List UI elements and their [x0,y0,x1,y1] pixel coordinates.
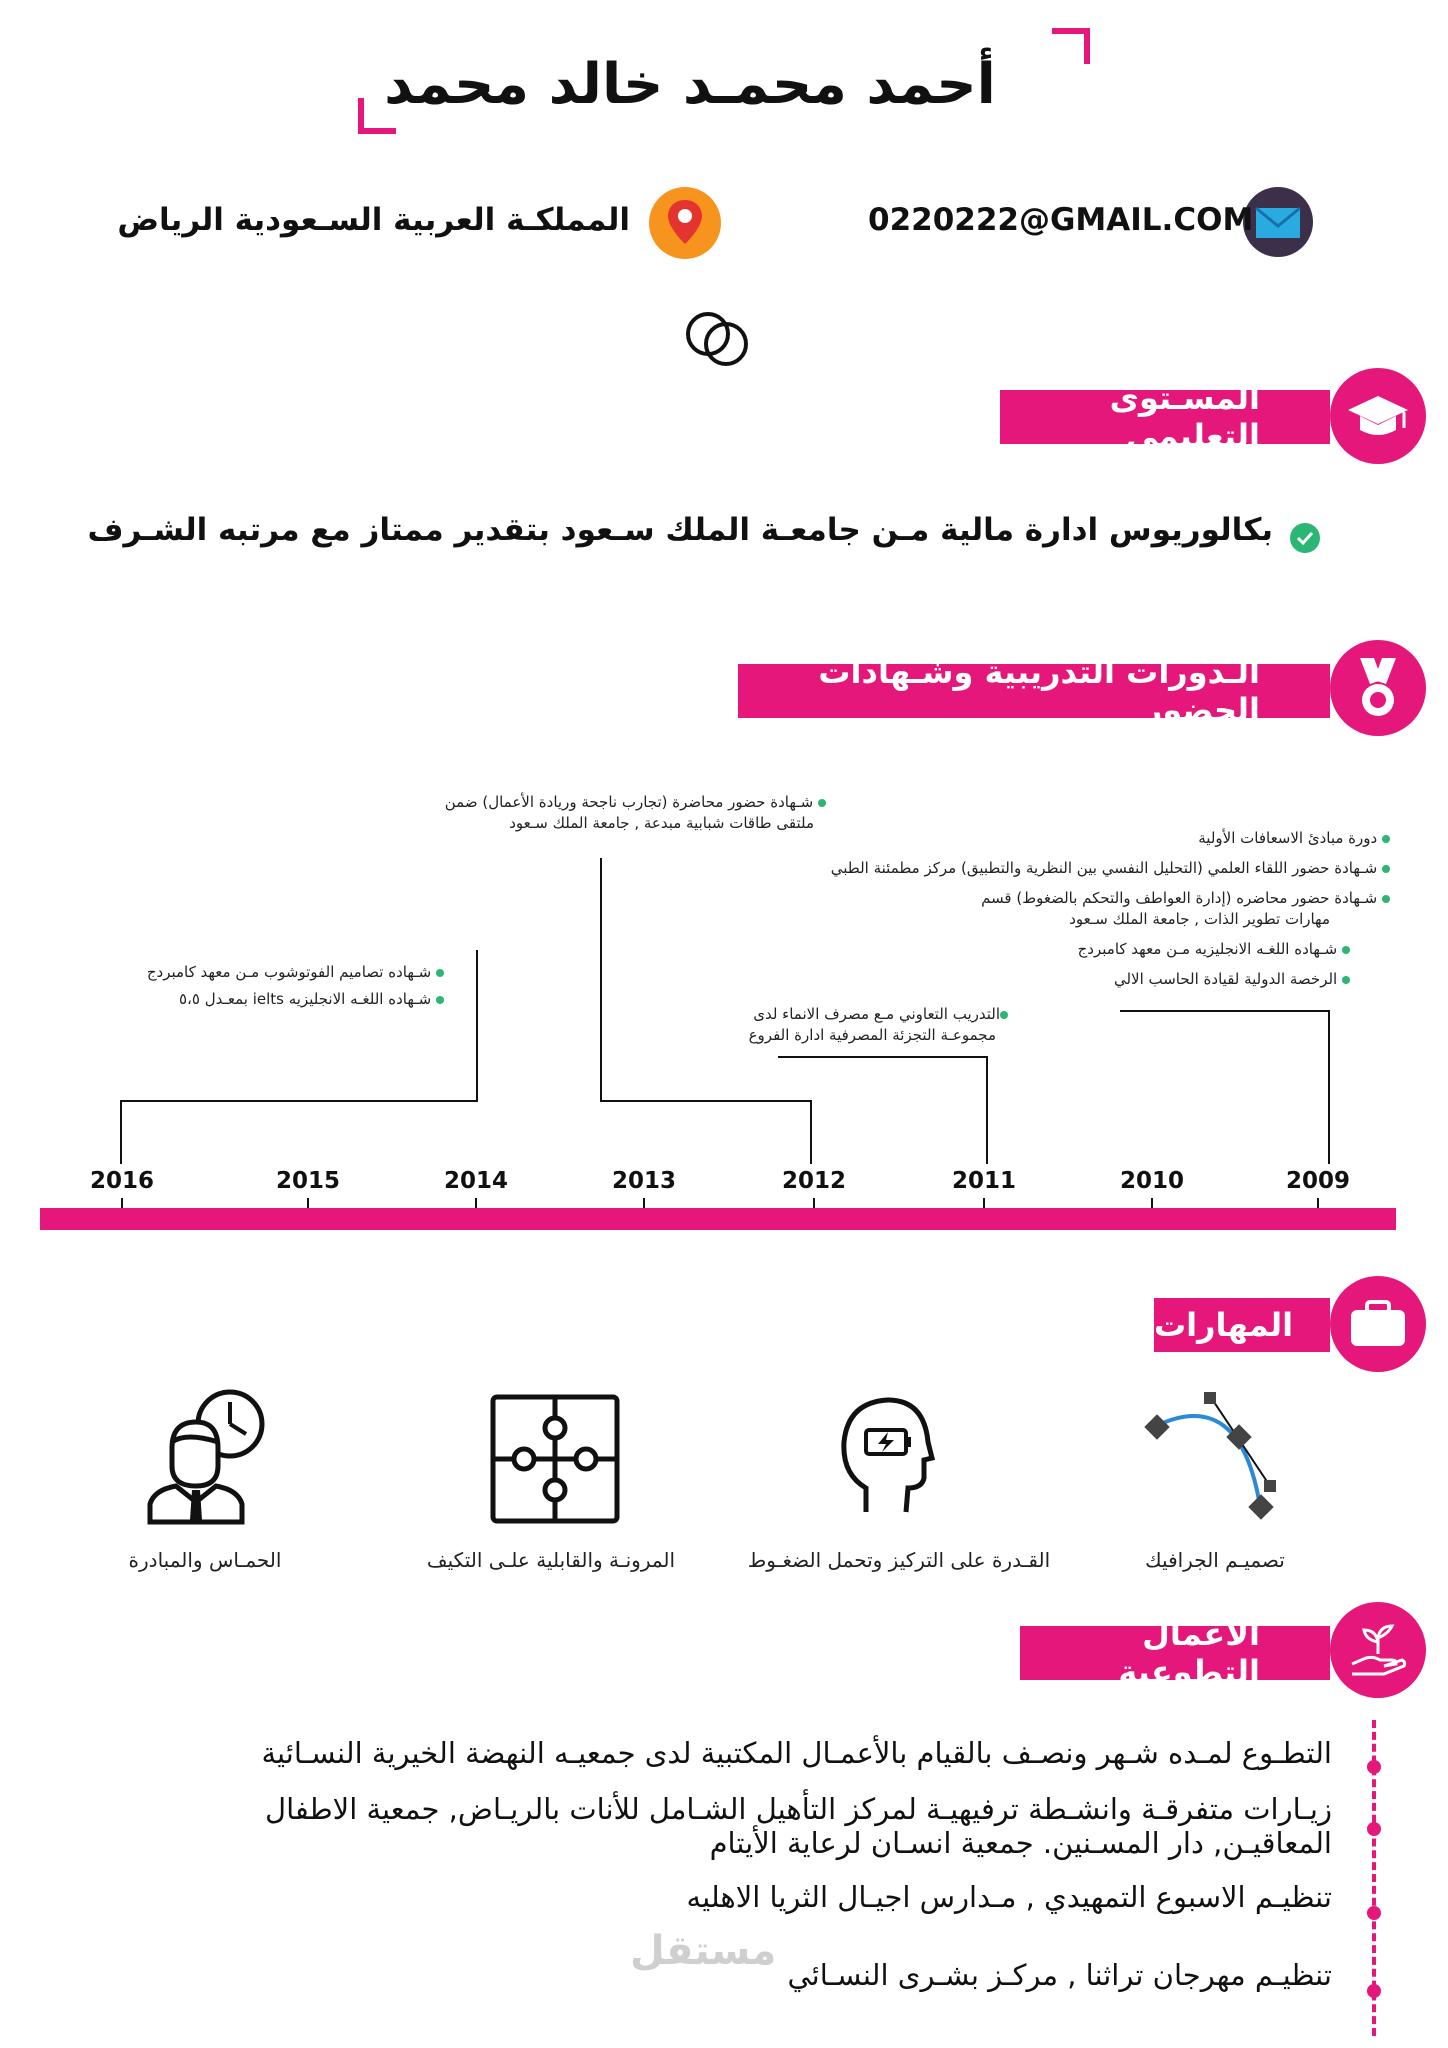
section-badge-courses [1330,640,1426,736]
candidate-name: أحمد محمـد خالد محمد [384,52,996,117]
section-banner-volunteer [1020,1615,1330,1691]
list-item: ملتقى طاقات شبابية مبدعة , جامعة الملك سـعود [509,814,814,832]
timeline-2014-entries [147,962,444,1010]
connector-2011 [986,1056,988,1164]
bullet-dot [436,969,444,977]
timeline-bar [40,1208,1396,1230]
connector-2014 [476,950,478,1102]
connector-2012 [600,858,602,1102]
bullet-dot [436,996,444,1004]
volunteer-item: تنظيـم مهرجان تراثنا , مركـز بشـرى النسـائي [787,1958,1332,1992]
connector-2011 [778,1056,988,1058]
list-item: التدريب التعاوني مـع مصرف الانماء لدى [749,1004,1008,1025]
list-item: شـهادة حضور محاضره (إدارة العواطف والتحكم بالضغوط) قسم [831,888,1390,909]
volunteer-item: تنظيـم الاسبوع التمهيدي , مـدارس اجيـال الثريا الاهليه [686,1880,1332,1914]
brain-energy-icon [836,1392,936,1524]
timeline-2012-entries [445,792,826,834]
list-item: شـهاده اللغـه الانجليزيه ielts بمعـدل ٥،٥ [147,989,444,1010]
timeline-2011-entries [749,1004,1008,1046]
location-pin-icon [648,186,722,264]
graduation-cap-icon [1346,392,1410,440]
bullet-dot [1000,1011,1008,1019]
connector-2014 [120,1100,478,1102]
volunteer-item: المعاقيـن, دار المسـنين. جمعية انسـان لرعاية الأيتام [709,1826,1332,1860]
connector-2014 [120,1100,122,1164]
timeline-2009-entries [831,828,1390,990]
list-item: الرخصة الدولية لقيادة الحاسب الالي [831,969,1390,990]
list-item: شـهادة حضور اللقاء العلمي (التحليل النفسي بين النظرية والتطبيق) مركز مطمئنة الطبي [831,858,1390,879]
volunteer-bullet [1367,1760,1381,1774]
section-title-courses: الـدورات التدريبية وشـهادات الحضور [818,653,1260,729]
skill-label-flexibility: المرونـة والقابلية علـى التكيف [426,1548,676,1572]
list-item: دورة مبادئ الاسعافات الأولية [831,828,1390,849]
volunteer-bullet [1367,1822,1381,1836]
section-banner-courses [738,653,1330,729]
briefcase-icon [1347,1298,1409,1350]
bezier-curve-icon [1140,1386,1290,1530]
timeline-year: 2011 [951,1168,1016,1194]
volunteer-bullet [1367,1984,1381,1998]
section-title-volunteer: الأعمال التطوعية [1118,1615,1260,1691]
section-title-education: المسـتوى التعليمي [1109,379,1260,455]
timeline-year: 2012 [781,1168,846,1194]
section-banner-education [1000,379,1330,455]
watermark: مستقل [630,1928,777,1974]
connector-2009 [1328,1010,1330,1164]
bullet-dot [818,799,826,807]
section-banner-skills [1154,1298,1330,1352]
list-item: شـهاده تصاميم الفوتوشوب مـن معهد كامبردج [147,962,444,983]
volunteer-item: التطـوع لمـده شـهر ونصـف بالقيام بالأعمـال المكتبية لدى جمعيـه النهضة الخيرية النسـائية [261,1736,1332,1770]
location-text: المملكـة العربية السـعودية الرياض [117,202,630,238]
hand-plant-icon [1348,1620,1408,1680]
bullet-dot [1382,865,1390,873]
puzzle-icon [490,1394,620,1528]
email-address[interactable]: 0220222@GMAIL.COM [868,202,1254,238]
list-item: شـهاده اللغـه الانجليزيه مـن معهد كامبردج [831,939,1390,960]
bullet-dot [1382,895,1390,903]
timeline-year: 2014 [443,1168,508,1194]
list-item: مهارات تطوير الذات , جامعة الملك سـعود [1069,910,1330,928]
businessman-clock-icon [146,1386,276,1530]
connector-2012 [600,1100,812,1102]
skill-label-focus: القـدرة على التركيز وتحمل الضغـوط [747,1548,1051,1572]
section-badge-skills [1330,1276,1426,1372]
check-circle-icon [1290,523,1320,553]
bullet-dot [1382,835,1390,843]
timeline-year: 2010 [1119,1168,1184,1194]
connector-2009 [1120,1010,1330,1012]
list-item: شـهادة حضور محاضرة (تجارب ناجحة وريادة الأعمال) ضمن [445,792,826,813]
volunteer-bullet [1367,1906,1381,1920]
bullet-dot [1342,946,1350,954]
volunteer-item: زيـارات متفرقـة وانشـطة ترفيهيـة لمركز التأهيل الشـامل للأنات بالريـاض, جمعية الاطفال [265,1792,1332,1826]
list-item: مجموعـة التجزئة المصرفية ادارة الفروع [748,1026,996,1044]
medal-icon [1348,656,1408,720]
education-degree: بكالوريوس ادارة مالية مـن جامعـة الملك سـعود بتقدير ممتاز مع مرتبه الشـرف [87,512,1273,548]
rings-icon [682,308,752,374]
timeline-year: 2015 [275,1168,340,1194]
section-title-skills: المهارات [1154,1306,1294,1344]
bullet-dot [1342,976,1350,984]
connector-2012 [810,1100,812,1164]
timeline-year: 2009 [1285,1168,1350,1194]
timeline-year: 2013 [611,1168,676,1194]
section-badge-volunteer [1330,1602,1426,1698]
timeline-year: 2016 [89,1168,154,1194]
section-badge-education [1330,368,1426,464]
skill-label-enthusiasm: الحمـاس والمبادرة [128,1548,282,1572]
corner-decoration-top-right [1052,28,1090,64]
skill-label-graphic-design: تصميـم الجرافيك [1145,1548,1285,1572]
